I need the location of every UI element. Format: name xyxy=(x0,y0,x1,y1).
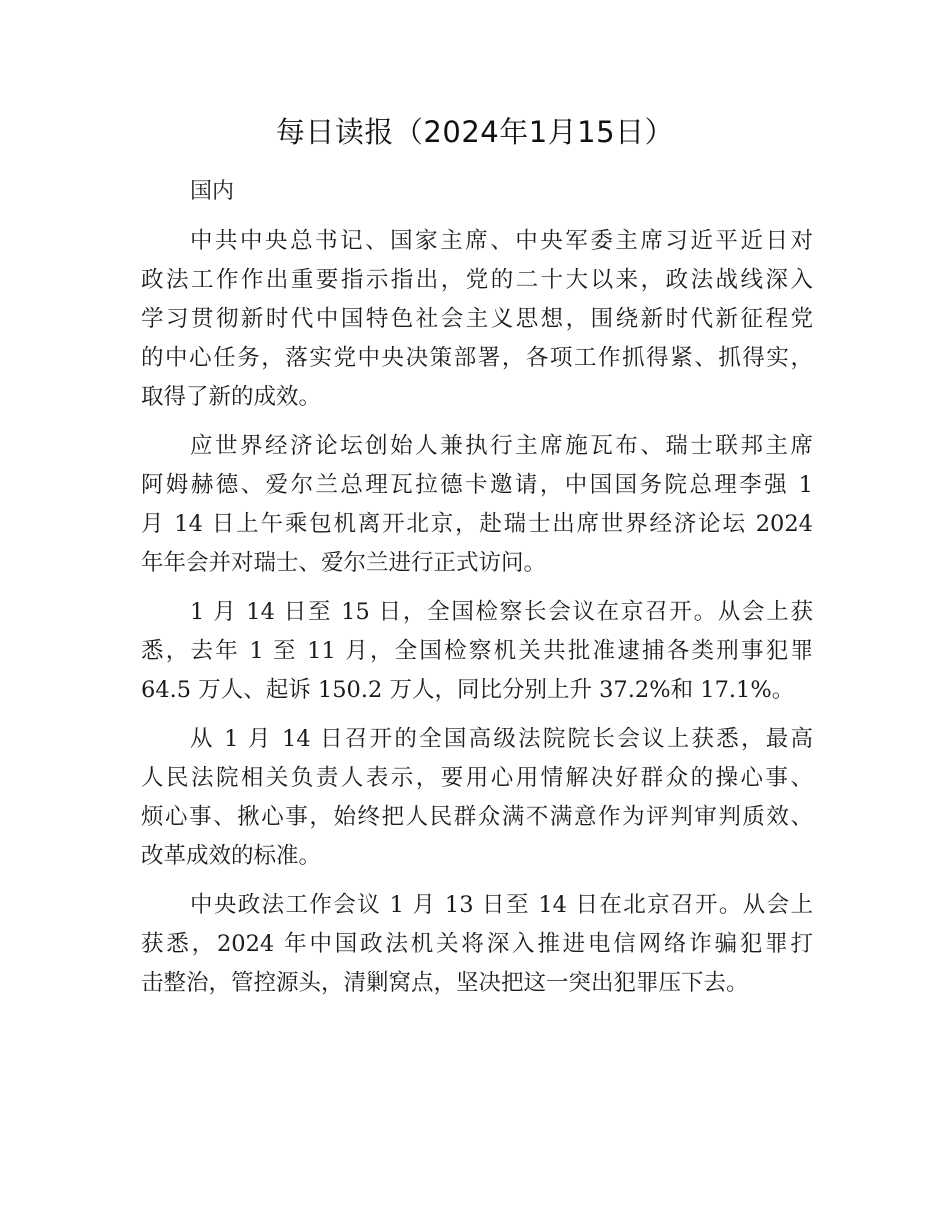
section-label-domestic: 国内 xyxy=(190,179,235,204)
paragraph-line: 年年会并对瑞士、爱尔兰进行正式访问。 xyxy=(141,550,547,576)
paragraph-line: 政法工作作出重要指示指出，党的二十大以来，政法战线深入 xyxy=(141,267,813,293)
paragraph-line: 取得了新的成效。 xyxy=(141,384,322,410)
paragraph-line: 击整治，管控源头，清剿窝点，坚决把这一突出犯罪压下去。 xyxy=(141,970,749,996)
news-paragraph-central-political-legal-conference xyxy=(141,886,813,1003)
paragraph-line: 中央政法工作会议 1 月 13 日至 14 日在北京召开。从会上 xyxy=(190,892,813,918)
news-paragraph-xi-political-legal xyxy=(141,222,813,417)
news-paragraph-court-presidents-meeting xyxy=(141,720,813,876)
paragraph-line: 阿姆赫德、爱尔兰总理瓦拉德卡邀请，中国国务院总理李强 1 xyxy=(141,472,813,498)
paragraph-line: 获悉，2024 年中国政法机关将深入推进电信网络诈骗犯罪打 xyxy=(141,931,813,957)
paragraph-line: 64.5 万人、起诉 150.2 万人，同比分别上升 37.2%和 17.1%。 xyxy=(141,677,795,703)
paragraph-line: 从 1 月 14 日召开的全国高级法院院长会议上获悉，最高 xyxy=(190,726,813,752)
article-body xyxy=(141,222,813,1013)
paragraph-line: 学习贯彻新时代中国特色社会主义思想，围绕新时代新征程党 xyxy=(141,306,813,332)
paragraph-line: 悉，去年 1 至 11 月，全国检察机关共批准逮捕各类刑事犯罪 xyxy=(141,638,813,664)
paragraph-line: 人民法院相关负责人表示，要用心用情解决好群众的操心事、 xyxy=(141,765,813,791)
paragraph-line: 中共中央总书记、国家主席、中央军委主席习近平近日对 xyxy=(190,228,813,254)
paragraph-line: 改革成效的标准。 xyxy=(141,843,322,869)
paragraph-line: 1 月 14 日至 15 日，全国检察长会议在京召开。从会上获 xyxy=(190,599,813,625)
paragraph-line: 应世界经济论坛创始人兼执行主席施瓦布、瑞士联邦主席 xyxy=(190,433,813,459)
paragraph-line: 的中心任务，落实党中央决策部署，各项工作抓得紧、抓得实， xyxy=(141,345,813,371)
news-paragraph-li-qiang-davos xyxy=(141,427,813,583)
paragraph-line: 月 14 日上午乘包机离开北京，赴瑞士出席世界经济论坛 2024 xyxy=(141,511,813,537)
news-paragraph-procurators-meeting xyxy=(141,593,813,710)
page-title: 每日读报（2024年1月15日） xyxy=(275,115,675,149)
paragraph-line: 烦心事、揪心事，始终把人民群众满不满意作为评判审判质效、 xyxy=(141,804,813,830)
